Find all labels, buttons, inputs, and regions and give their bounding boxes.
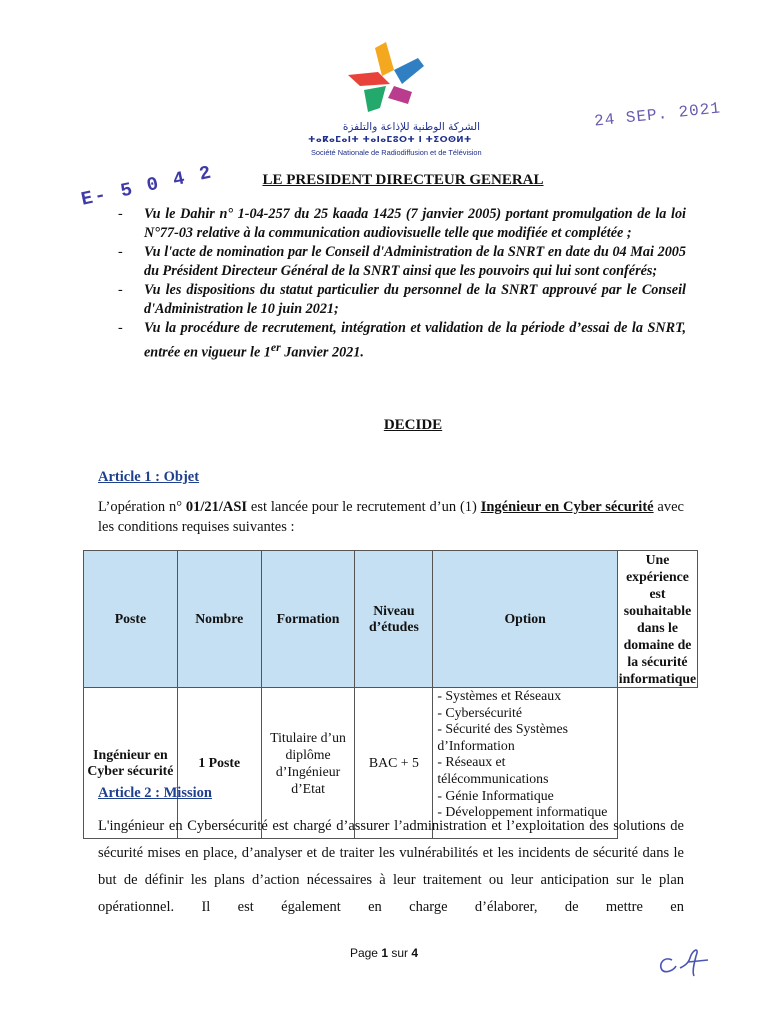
cell-poste: Ingénieur en Cyber sécurité	[84, 688, 178, 839]
considerant-text: Vu le Dahir n° 1-04-257 du 25 kaada 1425 (7 janvier 2005) portant promulgation de la loi N°77-03 relative à la communication audiovisuelle telle que modifiée et complétée ;	[144, 206, 686, 241]
considerant-text-end: Janvier 2021.	[280, 344, 364, 361]
handwritten-initials	[650, 938, 720, 978]
operation-number: 01/21/ASI	[185, 499, 248, 515]
option-item: - Cybersécurité	[437, 704, 522, 720]
logo-petal-blue	[394, 58, 424, 84]
option-item: - Systèmes et Réseaux	[437, 688, 562, 703]
list-dash: -	[118, 206, 123, 222]
requirement-cell: Une expérience est souhaitable dans le domaine de la sécurité informatique	[618, 552, 697, 686]
article-1-intro	[98, 497, 684, 537]
header-option: Option	[433, 551, 618, 688]
article-2-heading: Article 2 : Mission	[98, 785, 212, 801]
logo-petal-green	[364, 86, 386, 112]
reference-stamp: E- 5 0 4 2	[79, 161, 215, 211]
header-niveau: Niveau d’études	[355, 551, 433, 688]
list-dash: -	[118, 244, 123, 260]
role-title: Ingénieur en Cyber sécurité	[480, 499, 654, 515]
superscript: er	[270, 340, 281, 354]
intro-text: est lancée pour le recrutement d’un (1)	[247, 499, 481, 515]
page-total: 4	[411, 946, 419, 960]
considerant-item	[112, 243, 686, 281]
option-item: - Sécurité des Systèmes d’Information	[437, 721, 568, 753]
considerant-item	[112, 205, 686, 243]
logo-tifinagh-name: ⵜⴰⴽⴰⵎⴰⵏⵜ ⵜⴰⵏⴰⵎⵓⵔⵜ ⵏ ⵜⵉⵔⵙⵍⵜ	[308, 135, 472, 145]
logo-petal-purple	[388, 86, 412, 104]
list-dash: -	[118, 282, 123, 298]
page-of-label: sur	[388, 946, 412, 960]
snrt-star-icon	[290, 40, 490, 120]
date-stamp: 24 SEP. 2021	[593, 99, 722, 131]
article-2-text: L'ingénieur en Cybersécurité est chargé d’assurer l’administration et l’exploitation des solutions de sécurité mises en place, d’analyser et de traiter les vulnérabilités et les incidents de sécurité dans le but de définir les plans d’action nécessaires à leur traitement ou leur anticipation sur le plan opérationnel. Il est également en charge d’élaborer, de mettre en	[98, 818, 684, 915]
considerant-text: Vu les dispositions du statut particulier du personnel de la SNRT approuvé par le Conseil d'Administration le 10 juin 2021;	[144, 282, 686, 317]
document-title: LE PRESIDENT DIRECTEUR GENERAL	[262, 172, 544, 188]
considerant-text: Vu l'acte de nomination par le Conseil d'Administration de la SNRT en date du 04 Mai 2005 du Président Directeur Général de la SNRT ainsi que les pouvoirs qui lui sont conférés;	[144, 244, 686, 279]
intro-text: L’opération n°	[98, 499, 186, 515]
option-item: - Développement informatique	[437, 804, 608, 820]
considerant-text: Vu la procédure de recrutement, intégration et validation de la période d’essai de la SNRT, entrée en vigueur le 1	[144, 320, 686, 361]
intro-text: avec les conditions requises suivantes :	[98, 499, 684, 535]
snrt-logo	[290, 40, 490, 165]
considerant-item	[112, 281, 686, 319]
article-1-heading: Article 1 : Objet	[98, 469, 200, 485]
option-item: - Réseaux et télécommunications	[437, 754, 549, 786]
logo-arabic-name: الشركة الوطنية للإذاعة والتلفزة	[342, 121, 480, 133]
considerant-item	[112, 319, 686, 363]
option-item: - Génie Informatique	[437, 787, 554, 803]
page-label: Page	[349, 946, 382, 960]
header-poste: Poste	[84, 551, 178, 688]
considerants-list	[112, 205, 686, 363]
decide-heading: DECIDE	[383, 417, 443, 433]
list-dash: -	[118, 320, 123, 336]
table-header-row	[84, 551, 698, 688]
cell-niveau: BAC + 5	[355, 688, 433, 839]
cell-nombre: 1 Poste	[177, 688, 261, 839]
cell-formation: Titulaire d’un diplôme d’Ingénieur d’Etat	[261, 688, 355, 839]
header-formation: Formation	[261, 551, 355, 688]
header-nombre: Nombre	[177, 551, 261, 688]
logo-french-name: Société Nationale de Radiodiffusion et de Télévision	[311, 148, 482, 157]
page-number: 1	[381, 946, 388, 960]
logo-petal-orange	[375, 42, 394, 76]
